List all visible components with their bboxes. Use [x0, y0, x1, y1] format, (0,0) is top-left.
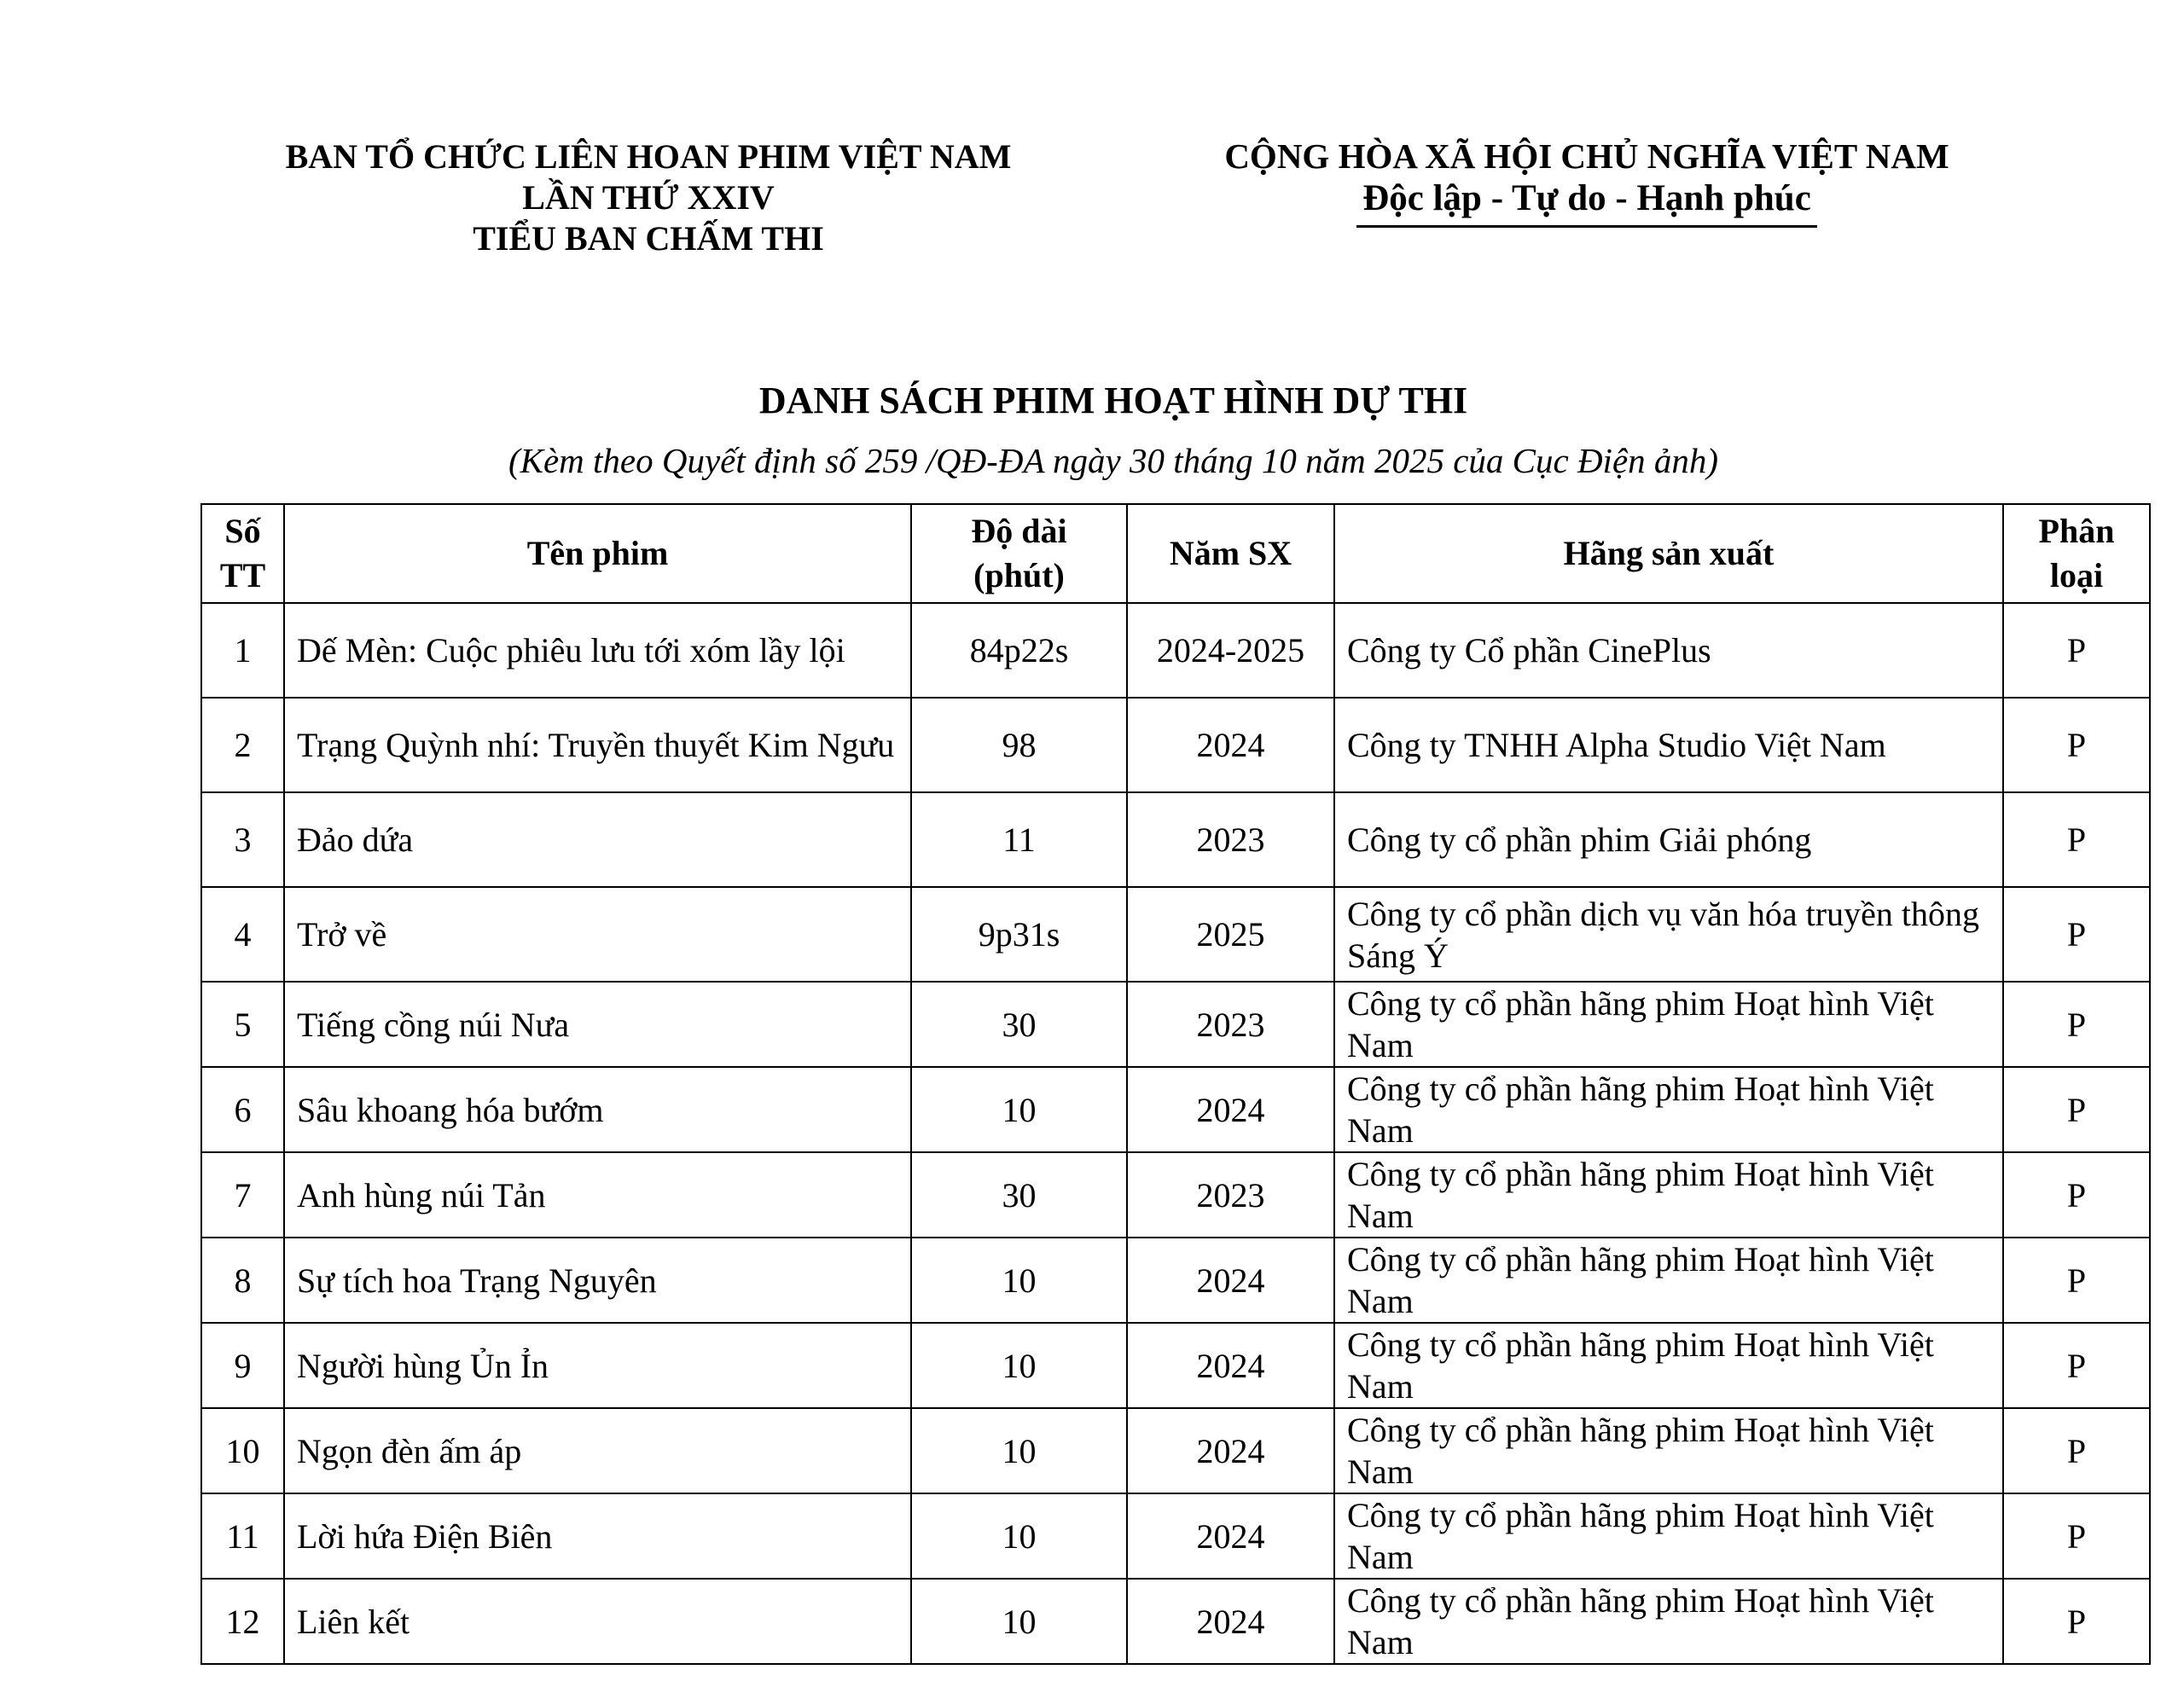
- organizer-name: BAN TỔ CHỨC LIÊN HOAN PHIM VIỆT NAM: [285, 137, 1012, 176]
- festival-edition: LẦN THỨ XXIV: [522, 178, 775, 217]
- row-length: 98: [911, 698, 1127, 792]
- row-film-name: Đảo dứa: [284, 792, 911, 887]
- row-length: 30: [911, 982, 1127, 1067]
- header-length: Độ dài (phút): [911, 504, 1127, 603]
- row-category: P: [2003, 1152, 2150, 1238]
- row-category: P: [2003, 887, 2150, 982]
- row-year: 2023: [1127, 1152, 1334, 1238]
- row-stt: 5: [201, 982, 284, 1067]
- film-list-table: [200, 503, 2151, 1665]
- header-category: Phân loại: [2003, 504, 2150, 603]
- row-film-name: Dế Mèn: Cuộc phiêu lưu tới xóm lầy lội: [284, 603, 911, 698]
- row-stt: 2: [201, 698, 284, 792]
- row-year: 2024-2025: [1127, 603, 1334, 698]
- table-row: [201, 982, 2150, 1067]
- row-film-name: Sự tích hoa Trạng Nguyên: [284, 1238, 911, 1323]
- row-category: P: [2003, 698, 2150, 792]
- row-length: 10: [911, 1238, 1127, 1323]
- document-subtitle: (Kèm theo Quyết định số 259 /QĐ-ĐA ngày 30 tháng 10 năm 2025 của Cục Điện ảnh): [508, 441, 1719, 480]
- row-studio: Công ty cổ phần hãng phim Hoạt hình Việt Nam: [1334, 1579, 2003, 1664]
- row-studio: Công ty cổ phần hãng phim Hoạt hình Việt Nam: [1334, 1238, 2003, 1323]
- row-studio: Công ty cổ phần hãng phim Hoạt hình Việt Nam: [1334, 982, 2003, 1067]
- row-length: 10: [911, 1579, 1127, 1664]
- motto-underline: [1356, 225, 1817, 228]
- row-stt: 7: [201, 1152, 284, 1238]
- row-studio: Công ty cổ phần hãng phim Hoạt hình Việt Nam: [1334, 1323, 2003, 1408]
- row-film-name: Ngọn đèn ấm áp: [284, 1408, 911, 1493]
- row-year: 2024: [1127, 1408, 1334, 1493]
- header-year: Năm SX: [1127, 504, 1334, 603]
- row-studio: Công ty cổ phần hãng phim Hoạt hình Việt Nam: [1334, 1408, 2003, 1493]
- table-row: [201, 1408, 2150, 1493]
- table-row: [201, 1493, 2150, 1579]
- row-category: P: [2003, 792, 2150, 887]
- row-film-name: Tiếng cồng núi Nưa: [284, 982, 911, 1067]
- row-year: 2025: [1127, 887, 1334, 982]
- organizer-header: [247, 136, 1049, 259]
- table-row: [201, 1238, 2150, 1323]
- row-stt: 12: [201, 1579, 284, 1664]
- row-category: P: [2003, 1067, 2150, 1152]
- row-studio: Công ty cổ phần dịch vụ văn hóa truyền thông Sáng Ý: [1334, 887, 2003, 982]
- jury-subcommittee: TIỂU BAN CHẤM THI: [473, 219, 824, 258]
- row-studio: Công ty TNHH Alpha Studio Việt Nam: [1334, 698, 2003, 792]
- row-category: P: [2003, 1408, 2150, 1493]
- row-length: 11: [911, 792, 1127, 887]
- row-studio: Công ty cổ phần hãng phim Hoạt hình Việt Nam: [1334, 1493, 2003, 1579]
- national-header: [1186, 135, 1988, 228]
- table-row: [201, 792, 2150, 887]
- row-stt: 11: [201, 1493, 284, 1579]
- row-year: 2024: [1127, 1067, 1334, 1152]
- row-length: 10: [911, 1408, 1127, 1493]
- row-category: P: [2003, 603, 2150, 698]
- row-length: 30: [911, 1152, 1127, 1238]
- row-studio: Công ty cổ phần phim Giải phóng: [1334, 792, 2003, 887]
- row-length: 10: [911, 1323, 1127, 1408]
- row-stt: 1: [201, 603, 284, 698]
- row-film-name: Liên kết: [284, 1579, 911, 1664]
- row-category: P: [2003, 1493, 2150, 1579]
- row-film-name: Anh hùng núi Tản: [284, 1152, 911, 1238]
- row-stt: 6: [201, 1067, 284, 1152]
- table-row: [201, 1323, 2150, 1408]
- row-film-name: Người hùng Ủn Ỉn: [284, 1323, 911, 1408]
- national-motto: Độc lập - Tự do - Hạnh phúc: [1362, 178, 1811, 218]
- row-length: 84p22s: [911, 603, 1127, 698]
- row-category: P: [2003, 982, 2150, 1067]
- row-studio: Công ty cổ phần hãng phim Hoạt hình Việt Nam: [1334, 1152, 2003, 1238]
- row-stt: 3: [201, 792, 284, 887]
- row-film-name: Trạng Quỳnh nhí: Truyền thuyết Kim Ngưu: [284, 698, 911, 792]
- table-row: [201, 603, 2150, 698]
- header-film-name: Tên phim: [284, 504, 911, 603]
- country-name: CỘNG HÒA XÃ HỘI CHỦ NGHĨA VIỆT NAM: [1224, 136, 1949, 176]
- row-length: 10: [911, 1493, 1127, 1579]
- header-studio: Hãng sản xuất: [1334, 504, 2003, 603]
- row-stt: 8: [201, 1238, 284, 1323]
- row-film-name: Sâu khoang hóa bướm: [284, 1067, 911, 1152]
- row-year: 2024: [1127, 1579, 1334, 1664]
- row-length: 9p31s: [911, 887, 1127, 982]
- row-year: 2024: [1127, 698, 1334, 792]
- row-studio: Công ty cổ phần hãng phim Hoạt hình Việt Nam: [1334, 1067, 2003, 1152]
- row-category: P: [2003, 1323, 2150, 1408]
- row-year: 2024: [1127, 1238, 1334, 1323]
- row-year: 2024: [1127, 1493, 1334, 1579]
- row-film-name: Lời hứa Điện Biên: [284, 1493, 911, 1579]
- header-stt: Số TT: [201, 504, 284, 603]
- row-studio: Công ty Cổ phần CinePlus: [1334, 603, 2003, 698]
- row-year: 2024: [1127, 1323, 1334, 1408]
- table-header-row: [201, 504, 2150, 603]
- row-category: P: [2003, 1238, 2150, 1323]
- row-year: 2023: [1127, 982, 1334, 1067]
- row-film-name: Trở về: [284, 887, 911, 982]
- row-length: 10: [911, 1067, 1127, 1152]
- row-stt: 9: [201, 1323, 284, 1408]
- table-row: [201, 1579, 2150, 1664]
- table-row: [201, 887, 2150, 982]
- document-title: DANH SÁCH PHIM HOẠT HÌNH DỰ THI: [758, 380, 1468, 421]
- row-stt: 4: [201, 887, 284, 982]
- row-year: 2023: [1127, 792, 1334, 887]
- table-row: [201, 698, 2150, 792]
- table-row: [201, 1067, 2150, 1152]
- row-stt: 10: [201, 1408, 284, 1493]
- table-row: [201, 1152, 2150, 1238]
- row-category: P: [2003, 1579, 2150, 1664]
